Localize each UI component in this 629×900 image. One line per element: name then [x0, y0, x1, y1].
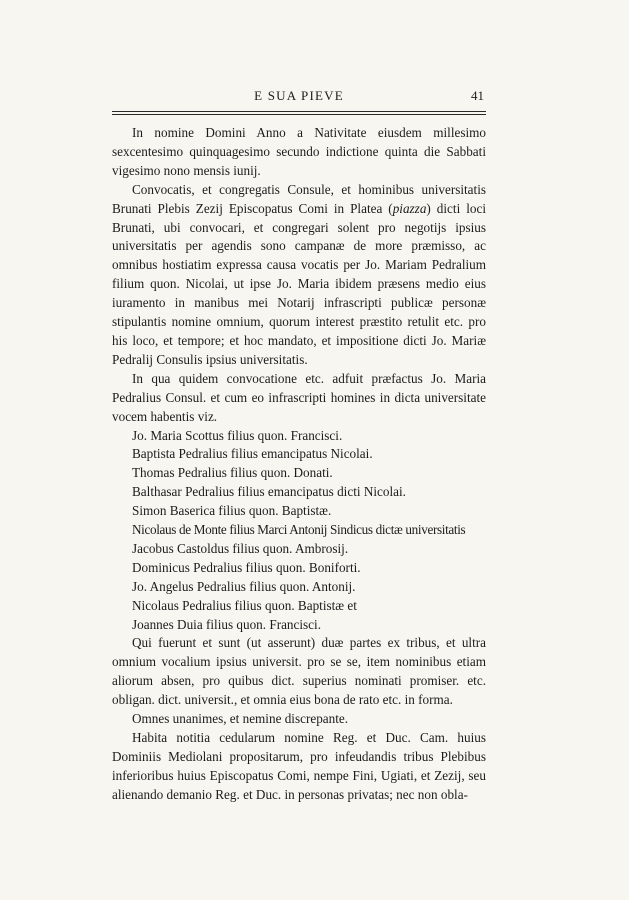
header-rule-upper [112, 111, 486, 112]
convocation-text-start: Convocatis, et congregatis Consule, et hominibus universitatis Brunati Plebis Zezij Episcopatus Comi in Platea ( [112, 181, 486, 216]
attendee-name: Nicolaus de Monte filius Marci Antonij Sindicus dictæ universitatis [132, 522, 466, 538]
attendee-name: Jo. Maria Scottus filius quon. Francisci. [132, 427, 343, 443]
attendee-name: Jo. Angelus Pedralius filius quon. Antonij. [132, 578, 356, 594]
attendee-name: Balthasar Pedralius filius emancipatus dicti Nicolai. [132, 484, 406, 500]
paragraph-opening: In nomine Domini Anno a Nativitate eiusdem millesimo sexcentesimo quinquagesimo secundo indictione quinta die Sabbati vigesimo nono mensis iunij. [112, 125, 486, 178]
paragraph-cedulae: Habita notitia cedularum nomine Reg. et Duc. Cam. huius Dominiis Mediolani propositarum, pro infeudandis tribus Plebibus inferioribus huius Episcopatus Comi, nempe Fini, Ugiati, et Zezij, seu alienando demanio Reg. et Duc. in personas privatas; nec non obla- [112, 730, 486, 802]
attendee-name: Thomas Pedralius filius quon. Donati. [132, 465, 333, 481]
paragraph-quorum: Qui fuerunt et sunt (ut asserunt) duæ partes ex tribus, et ultra omnium vocalium ipsius universit. pro se se, item nominibus etiam aliorum absen, pro quibus dict. superius nominati promiser. etc. obligan. dict. universit., et omnia eius bona de rato etc. in forma. [112, 635, 486, 708]
paragraph-convocation [112, 181, 486, 370]
running-title: E SUA PIEVE [254, 88, 344, 103]
italic-term: piazza [392, 200, 427, 216]
attendee-name: Joannes Duia filius quon. Francisci. [132, 616, 321, 632]
attendee-name: Nicolaus Pedralius filius quon. Baptistæ et [132, 597, 357, 613]
page-header [112, 88, 486, 108]
paragraph-attendance: In qua quidem convocatione etc. adfuit præfactus Jo. Maria Pedralius Consul. et cum eo infrascripti homines in dicta universitate vocem habentis viz. [112, 370, 486, 424]
attendee-name: Jacobus Castoldus filius quon. Ambrosij. [132, 540, 349, 556]
convocation-text-end: ) dicti loci Brunati, ubi convocari, et congregari solent pro negotijs ipsius universitatis per agendis sono campanæ de more præmisso, ac omnibus hostiatim expressa causa vocatis per Jo. Mariam Pedralium filium quon. Nicolai, ut ipse Jo. Maria ibidem præsens medio eius iuramento in manibus mei Notarij infrascripti publicæ personæ stipulantis nomine omnium, quorum interest præstito retulit etc. pro his loco, et tempore; et hoc mandato, et impositione dicti Jo. Mariæ Pedralij Consulis ipsius universitatis. [112, 200, 486, 367]
paragraph-unanimous: Omnes unanimes, et nemine discrepante. [132, 711, 349, 727]
page-body [112, 124, 486, 805]
page-number: 41 [471, 88, 484, 103]
attendee-name: Baptista Pedralius filius emancipatus Nicolai. [132, 446, 373, 462]
header-rule-lower [112, 114, 486, 115]
attendee-name: Dominicus Pedralius filius quon. Boniforti. [132, 559, 361, 575]
attendee-name: Simon Baserica filius quon. Baptistæ. [132, 503, 332, 519]
